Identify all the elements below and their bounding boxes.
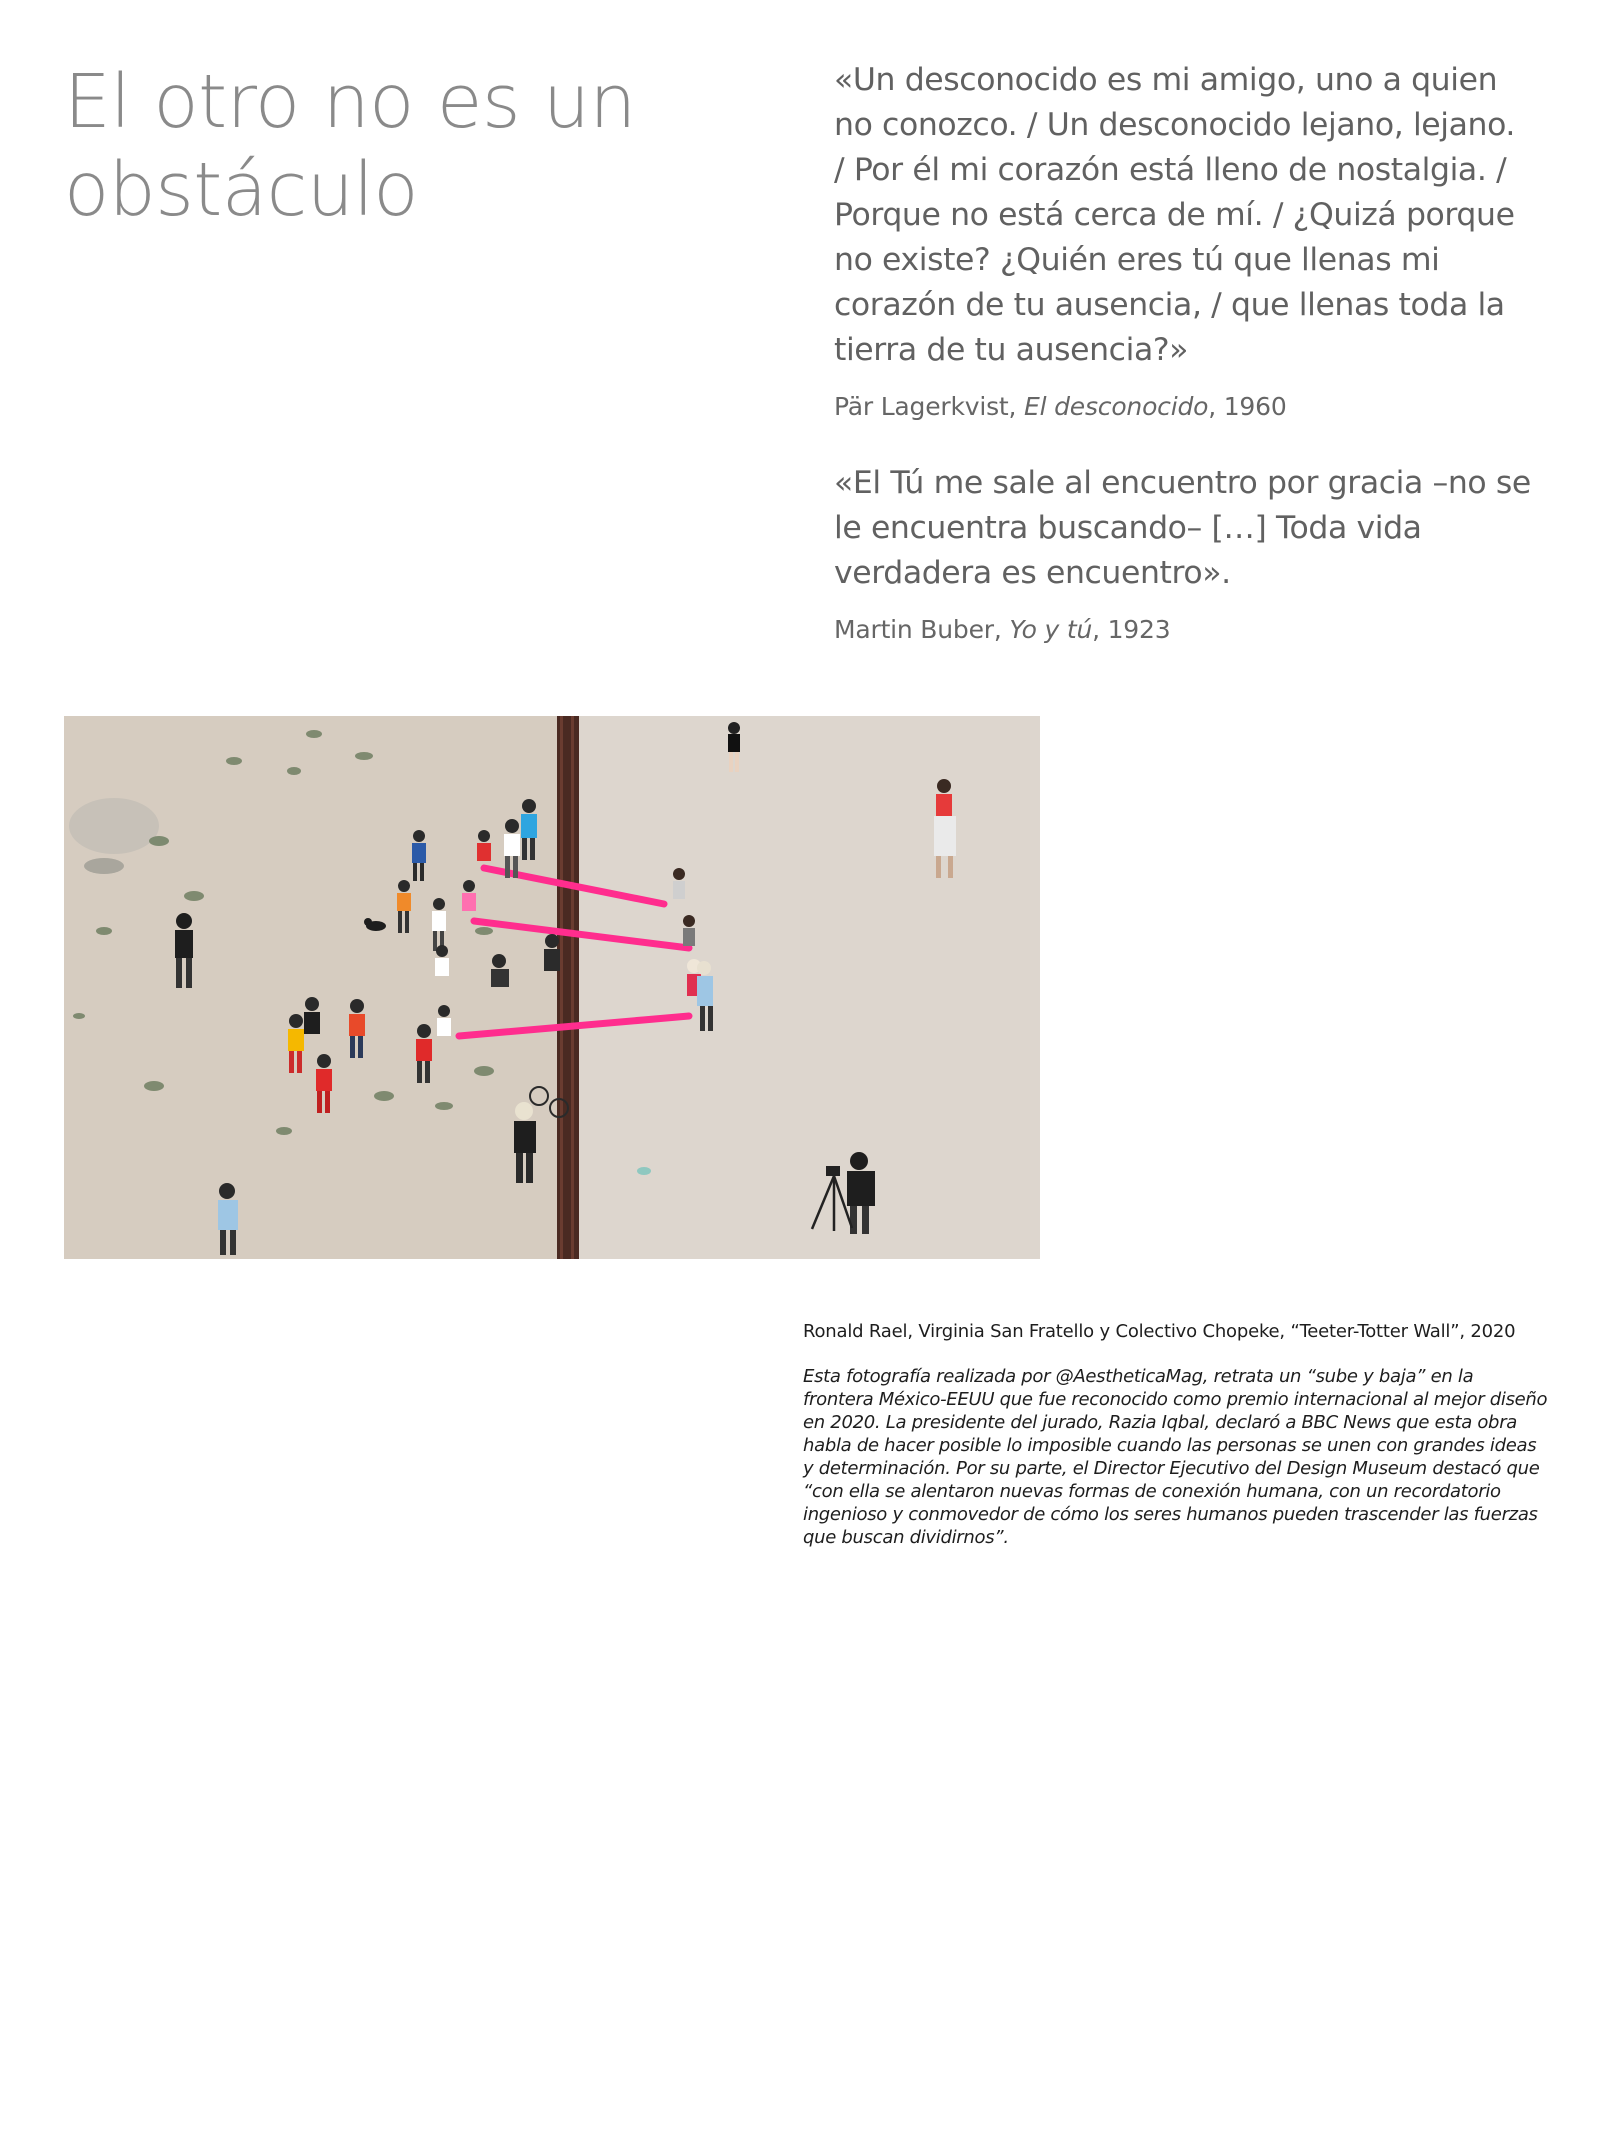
quote-citation <box>834 612 1534 648</box>
ground-us-side <box>569 716 1040 1259</box>
photo-illustration <box>64 716 1040 1259</box>
page-title: El otro no es un obstáculo <box>64 59 636 233</box>
quote-author: Pär Lagerkvist, <box>834 392 1017 421</box>
person <box>683 915 695 946</box>
person <box>304 997 320 1034</box>
quote-work: El desconocido <box>1024 392 1209 421</box>
person <box>544 934 560 971</box>
caption-credit: Ronald Rael, Virginia San Fratello y Colectivo Chopeke, “Teeter-Totter Wall”, 2020 <box>803 1321 1516 1342</box>
quote-buber <box>834 461 1534 648</box>
person <box>437 1005 451 1036</box>
ground-mexico-side <box>64 716 569 1259</box>
quote-lagerkvist <box>834 58 1534 425</box>
quotes-column <box>834 58 1534 648</box>
person <box>673 868 685 899</box>
quote-text: «Un desconocido es mi amigo, uno a quien no conozco. / Un desconocido lejano, lejano. / Por él mi corazón está lleno de nostalgia. / Porque no está cerca de mí. / ¿Quizá porque no existe? ¿Quién eres tú que llenas mi corazón de tu ausencia, / que llenas toda la tierra de tu ausencia?» <box>834 62 1516 368</box>
person <box>435 945 449 976</box>
quote-citation <box>834 389 1534 425</box>
quote-work: Yo y tú <box>1009 615 1093 644</box>
photo-caption <box>803 1320 1548 1549</box>
person <box>477 830 491 861</box>
quote-year: , 1923 <box>1092 615 1171 644</box>
quote-text: «El Tú me sale al encuentro por gracia –no se le encuentra buscando– […] Toda vida verdadera es encuentro». <box>834 465 1531 591</box>
teeter-totter-photo <box>64 716 1040 1259</box>
person <box>462 880 476 911</box>
quote-year: , 1960 <box>1208 392 1287 421</box>
caption-description: Esta fotografía realizada por @AestheticaMag, retrata un “sube y baja” en la frontera México-EEUU que fue reconocido como premio internacional al mejor diseño en 2020. La presidente del jurado, Razia Iqbal, declaró a BBC News que esta obra habla de hacer posible lo imposible cuando las personas se unen con grandes ideas y determinación. Por su parte, el Director Ejecutivo del Design Museum destacó que “con ella se alentaron nuevas formas de conexión humana, con un recordatorio ingenioso y conmovedor de cómo los seres humanos pueden trascender las fuerzas que buscan dividirnos”. <box>803 1366 1548 1548</box>
quote-author: Martin Buber, <box>834 615 1002 644</box>
